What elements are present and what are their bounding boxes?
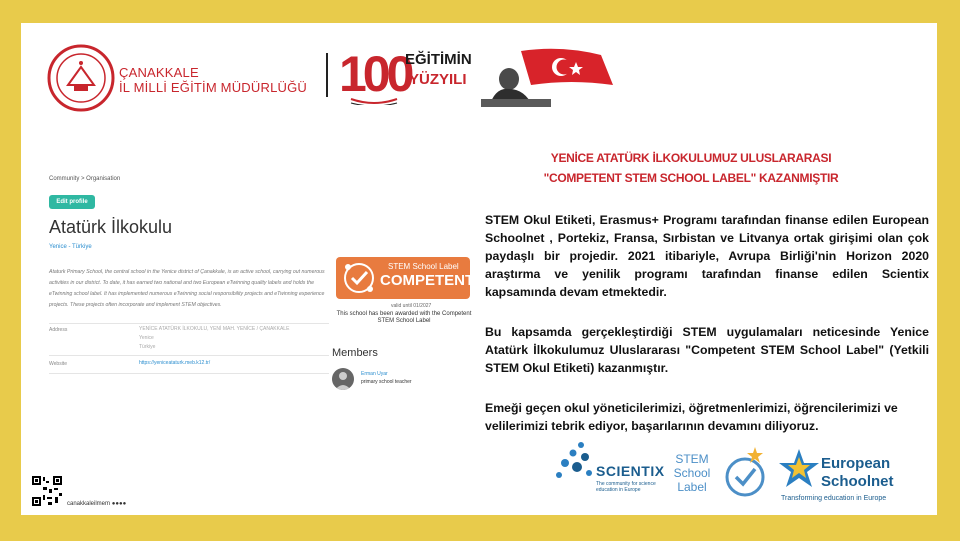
meb-title	[119, 65, 307, 95]
school-description: Ataturk Primary School, the central school in the Yenice district of Çanakkale, is an active school, carrying out numerous activities in our district. To date, it has earned two national and two European eTwinning quality labels and holds the eTwinning school label. It has implemented numerous eTwinning social responsibility projects and eTwinning experience projects. These projects often incorporate and implement STEM objectives.	[49, 269, 325, 308]
stem-label-line2: School	[673, 466, 711, 480]
badge-valid-until: valid until 01/2027	[391, 303, 432, 309]
member-avatar[interactable]	[332, 368, 354, 390]
stem-label-line1: STEM	[675, 452, 709, 466]
scientix-dots-icon	[551, 439, 595, 483]
title-line1: YENİCE ATATÜRK İLKOKULUMUZ ULUSLARARASI	[550, 151, 832, 165]
scientix-tagline: The community for science education in Europe	[596, 481, 656, 493]
address-line2: Yenice	[139, 335, 154, 341]
address-line1: YENİCE ATATÜRK İLKOKULU, YENİ MAH. YENİCE / ÇANAKKALE	[139, 326, 290, 332]
hundred-number: 100	[339, 46, 411, 102]
header-divider	[326, 53, 328, 97]
meb-line1: ÇANAKKALE	[119, 65, 199, 80]
scientix-name: SCIENTIX	[596, 463, 665, 479]
person-icon	[332, 368, 354, 390]
website-link[interactable]: https://yeniceataturk.meb.k12.tr/	[139, 360, 211, 366]
social-handle	[67, 501, 126, 507]
eu-line1: European	[821, 455, 891, 472]
address-line3: Türkiye	[139, 344, 156, 350]
edit-profile-button[interactable]: Edit profile	[49, 195, 95, 209]
divider	[49, 323, 329, 324]
eu-tagline: Transforming education in Europe	[781, 495, 887, 502]
scientix-logo	[551, 435, 671, 505]
member-name[interactable]: Erman Uyar	[361, 371, 388, 377]
meb-emblem-icon	[46, 43, 116, 113]
stem-label-line3: Label	[677, 480, 707, 494]
website-key: Website	[49, 361, 67, 367]
eu-line2: Schoolnet	[821, 473, 894, 490]
competent-stem-badge	[336, 257, 475, 299]
badge-awarded-text: This school has been awarded with the Competent STEM School Label	[336, 311, 472, 324]
title-line2: "COMPETENT STEM SCHOOL LABEL" KAZANMIŞTIR	[543, 171, 839, 185]
ataturk-flag-photo	[481, 45, 621, 107]
divider	[49, 355, 329, 356]
members-heading: Members	[332, 347, 378, 359]
breadcrumb: Community > Organisation	[49, 176, 121, 182]
qr-code-icon	[31, 475, 63, 507]
school-name: Atatürk İlkokulu	[49, 217, 173, 237]
poster-card	[21, 23, 937, 515]
social-handle-text: canakkaleilmem	[67, 501, 111, 507]
meb-line2: İL MİLLİ EĞİTİM MÜDÜRLÜĞÜ	[119, 80, 307, 95]
hundred-word1: EĞİTİMİN	[405, 51, 472, 68]
paragraph-3: Emeği geçen okul yöneticilerimizi, öğretmenlerimizi, öğrencilerimizi ve velilerimizi tebrik ediyor, başarılarının devamını diliyoruz.	[485, 401, 898, 433]
address-value	[139, 325, 289, 352]
hundred-word2: YÜZYILI	[409, 71, 467, 88]
divider	[49, 373, 329, 374]
badge-atom-icon	[342, 261, 376, 295]
hundred-years-logo	[339, 45, 479, 105]
paragraph-2: Bu kapsamda gerçekleştirdiği STEM uygulamaları neticesinde Yenice Atatürk İlkokulumuz Uluslararası "Competent STEM School Label" (Yetkili STEM Okul Etiketi) kazanmıştır.	[485, 325, 929, 375]
schoolnet-star-icon	[777, 447, 821, 491]
address-key: Address	[49, 327, 68, 333]
member-role: primary school teacher	[361, 379, 412, 385]
european-schoolnet-logo	[775, 441, 925, 511]
book-lines-icon	[349, 97, 399, 105]
paragraph-1: STEM Okul Etiketi, Erasmus+ Programı tarafından finanse edilen European Schoolnet , Portekiz, Fransa, Sırbistan ve Litvanya ortak girişimi olan çok paydaşlı bir projedir. 2021 itibariyle, Avrupa Birliği'nin Horizon 2020 araştırma ve yenilik programı tarafından finanse edilen Scientix kapsamında devam etmektedir.	[485, 213, 929, 299]
stem-school-label-logo	[661, 443, 771, 513]
social-icons: ●●●●	[111, 501, 127, 507]
badge-line1: STEM School Label	[388, 262, 459, 271]
article-title	[481, 148, 901, 188]
badge-line2: COMPETENT	[380, 272, 475, 289]
stem-check-icon	[723, 445, 771, 499]
school-location[interactable]: Yenice - Türkiye	[49, 244, 92, 250]
